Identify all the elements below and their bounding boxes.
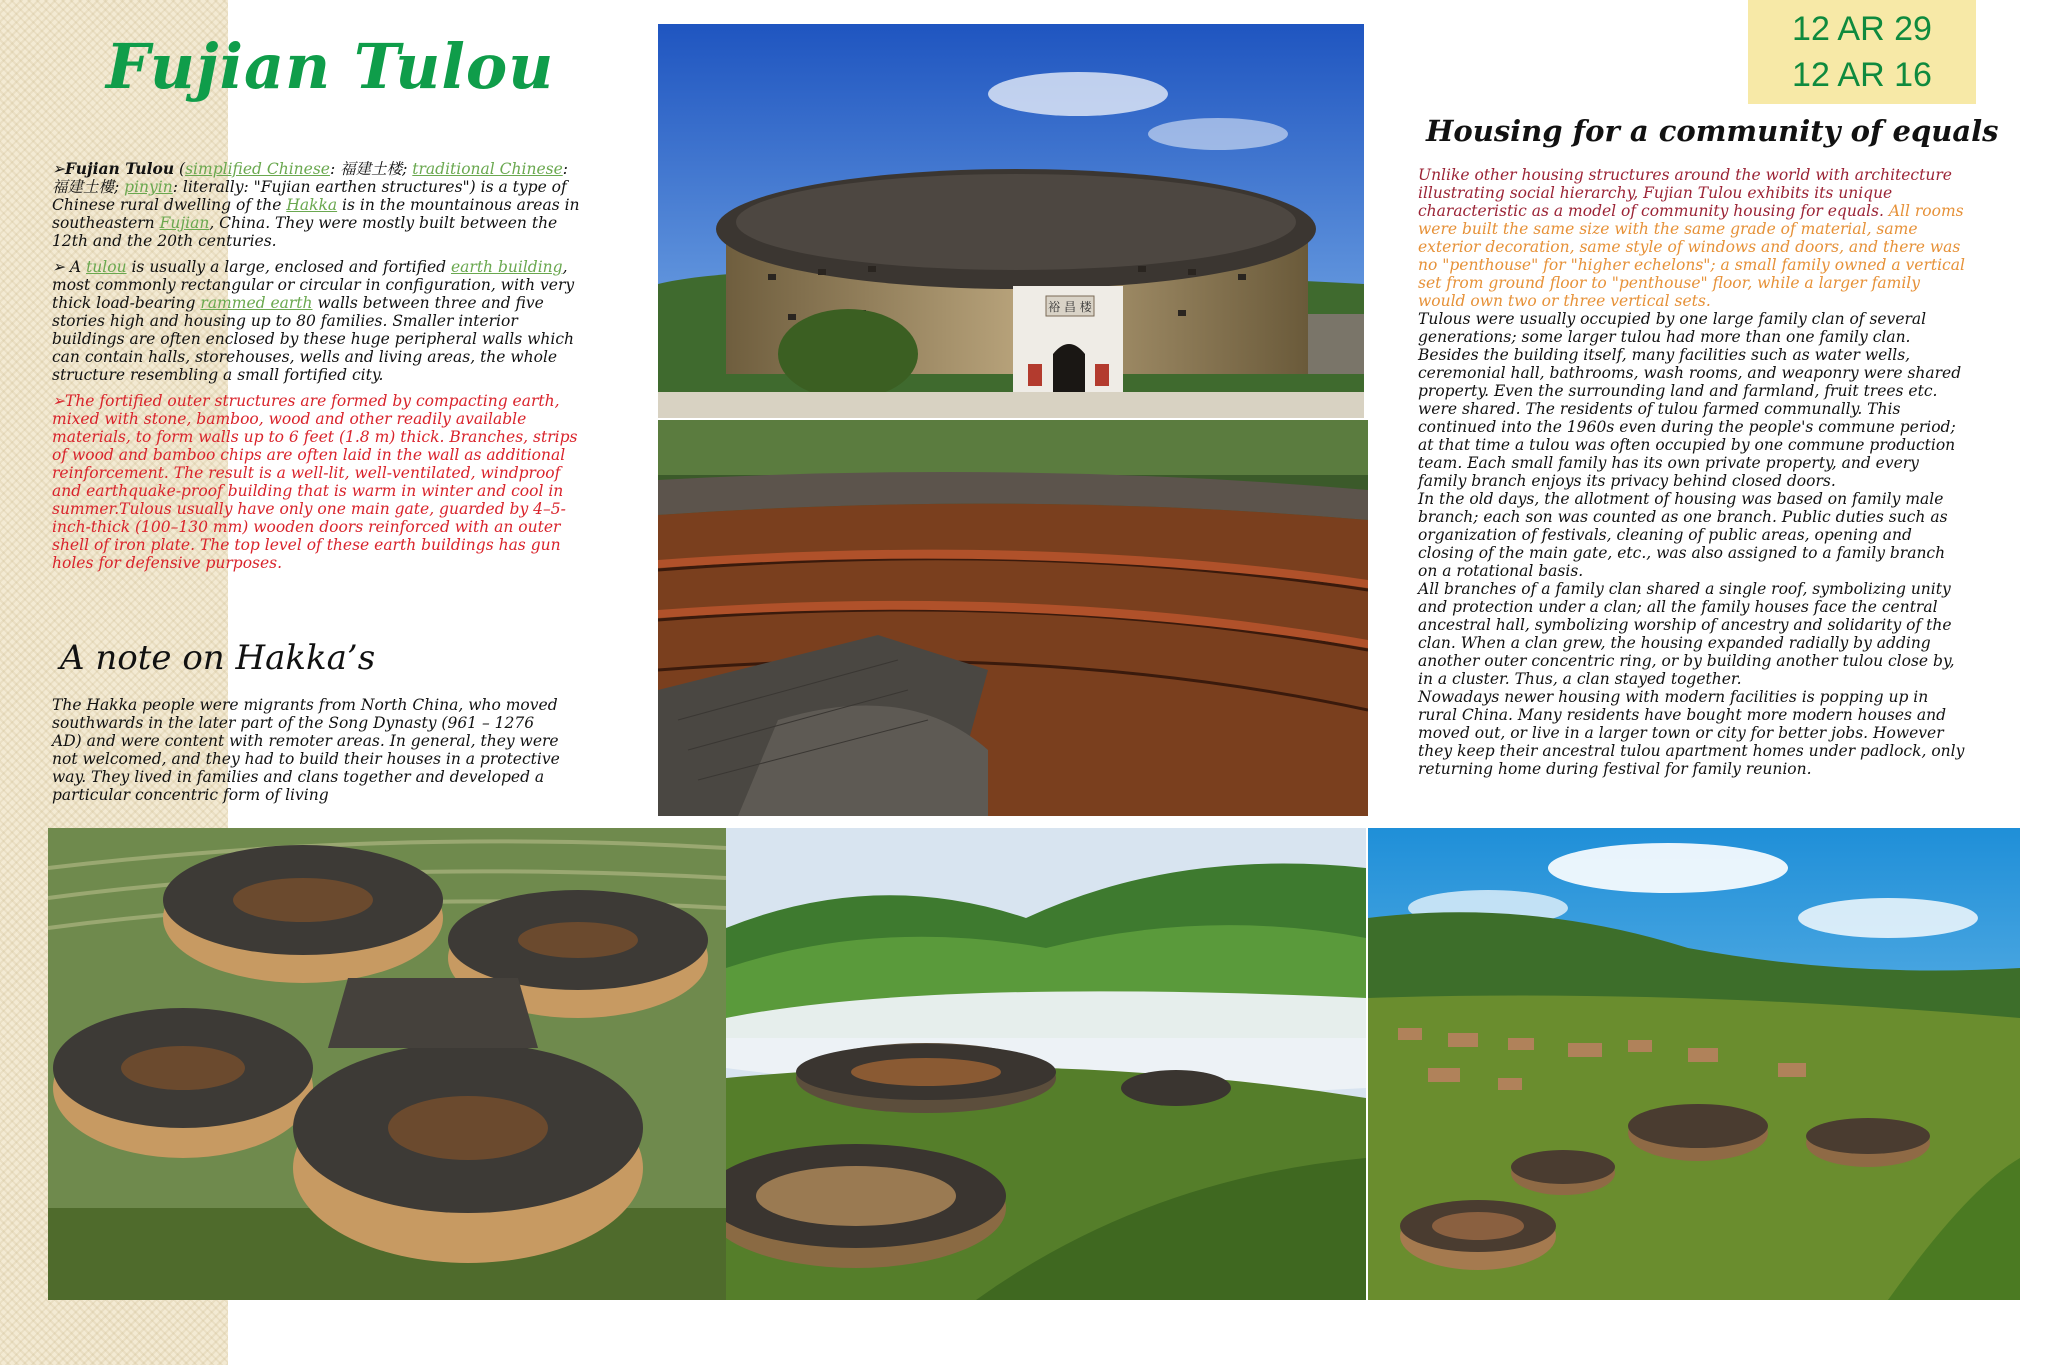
- photo-tulou-mountain-mist: [726, 828, 1366, 1300]
- photo-tulou-cluster: [48, 828, 726, 1300]
- gate-plaque: 裕 昌 楼: [1048, 300, 1092, 314]
- link-hakka[interactable]: Hakka: [286, 196, 338, 214]
- link-fujian[interactable]: Fujian: [159, 214, 210, 232]
- course-code-1: 12 AR 29: [1792, 10, 1932, 48]
- link-tulou[interactable]: tulou: [86, 258, 127, 276]
- link-earth-building[interactable]: earth building: [451, 258, 563, 276]
- hakka-text: The Hakka people were migrants from North China, who moved southwards in the later part of the Song Dynasty (961 – 1276 AD) and were content with remoter areas. In general, they were not welcomed, and they had to build their houses in a protective way. They lived in families and clans together and developed a particular concentric form of living: [52, 696, 560, 804]
- course-code-2: 12 AR 16: [1792, 56, 1932, 94]
- community-paragraph-3: In the old days, the allotment of housing was based on family male branch; each son was counted as one branch. Public duties such as organization of festivals, cleaning of public areas, opening and closing of the main gate, etc., was also assigned to a family branch on a rotational basis.: [1418, 490, 1948, 580]
- photo-tulou-valley: [1368, 828, 2020, 1300]
- community-paragraph-2: Tulous were usually occupied by one large family clan of several generations; some larger tulou had more than one family clan. Besides the building itself, many facilities such as water wells, ceremonial hall, bathrooms, wash rooms, and weaponry were shared property. Even the surrounding land and farmland, fruit trees etc. were shared. The residents of tulou farmed communally. This continued into the 1960s even during the people's commune period; at that time a tulou was often occupied by one commune production team. Each small family has its own private property, and every family branch enjoys its privacy behind closed doors.: [1418, 310, 1962, 490]
- photo-tulou-interior: [658, 420, 1368, 816]
- hakka-heading: A note on Hakka’s: [60, 638, 376, 678]
- community-paragraph-1: Unlike other housing structures around the world with architecture illustrating social hierarchy, Fujian Tulou exhibits its unique characteristic as a model of community housing for equals. All rooms were built the same size with the same grade of material, same exterior decoration, same style of windows and doors, and there was no "penthouse" for "higher echelons"; a small family owned a vertical set from ground floor to "penthouse" floor, while a larger family would own two or three vertical sets.: [1418, 166, 1965, 310]
- page-title: Fujian Tulou: [106, 30, 555, 103]
- course-code-badge: [1748, 0, 1976, 104]
- link-simplified-chinese[interactable]: simplified Chinese: [185, 160, 330, 178]
- intro-paragraph-3: ➢The fortified outer structures are formed by compacting earth, mixed with stone, bamboo, wood and other readily available materials, to form walls up to 6 feet (1.8 m) thick. Branches, strips of wood and bamboo chips are often laid in the wall as additional reinforcement. The result is a well-lit, well-ventilated, windproof and earthquake-proof building that is warm in winter and cool in summer.Tulous usually have only one main gate, guarded by 4–5-inch-thick (100–130 mm) wooden doors reinforced with an outer shell of iron plate. The top level of these earth buildings has gun holes for defensive purposes.: [52, 392, 578, 572]
- photo-tulou-exterior: [658, 24, 1364, 418]
- community-heading: Housing for a community of equals: [1426, 114, 1999, 148]
- community-text: [1418, 166, 1968, 778]
- intro-paragraph-1: ➢Fujian Tulou (simplified Chinese: 福建土楼; traditional Chinese: 福建土樓; pinyin: literally: "Fujian earthen structures") is a type of Chinese rural dwelling of the Hakka is in the mountainous areas in southeastern Fujian, China. They were mostly built between the 12th and the 20th centuries.: [52, 159, 580, 250]
- link-rammed-earth[interactable]: rammed earth: [200, 294, 313, 312]
- intro-paragraph-2: ➢ A tulou is usually a large, enclosed and fortified earth building, most commonly rectangular or circular in configuration, with very thick load-bearing rammed earth walls between three and five stories high and housing up to 80 families. Smaller interior buildings are often enclosed by these huge peripheral walls which can contain halls, storehouses, wells and living areas, the whole structure resembling a small fortified city.: [52, 258, 575, 384]
- intro-text: [52, 160, 582, 580]
- community-paragraph-5: Nowadays newer housing with modern facilities is popping up in rural China. Many residents have bought more modern houses and moved out, or live in a larger town or city for better jobs. However they keep their ancestral tulou apartment homes under padlock, only returning home during festival for family reunion.: [1418, 688, 1965, 778]
- community-paragraph-4: All branches of a family clan shared a single roof, symbolizing unity and protection under a clan; all the family houses face the central ancestral hall, symbolizing worship of ancestry and solidarity of the clan. When a clan grew, the housing expanded radially by adding another outer concentric ring, or by building another tulou close by, in a cluster. Thus, a clan stayed together.: [1418, 580, 1955, 688]
- link-traditional-chinese[interactable]: traditional Chinese: [412, 160, 563, 178]
- link-pinyin[interactable]: pinyin: [124, 178, 173, 196]
